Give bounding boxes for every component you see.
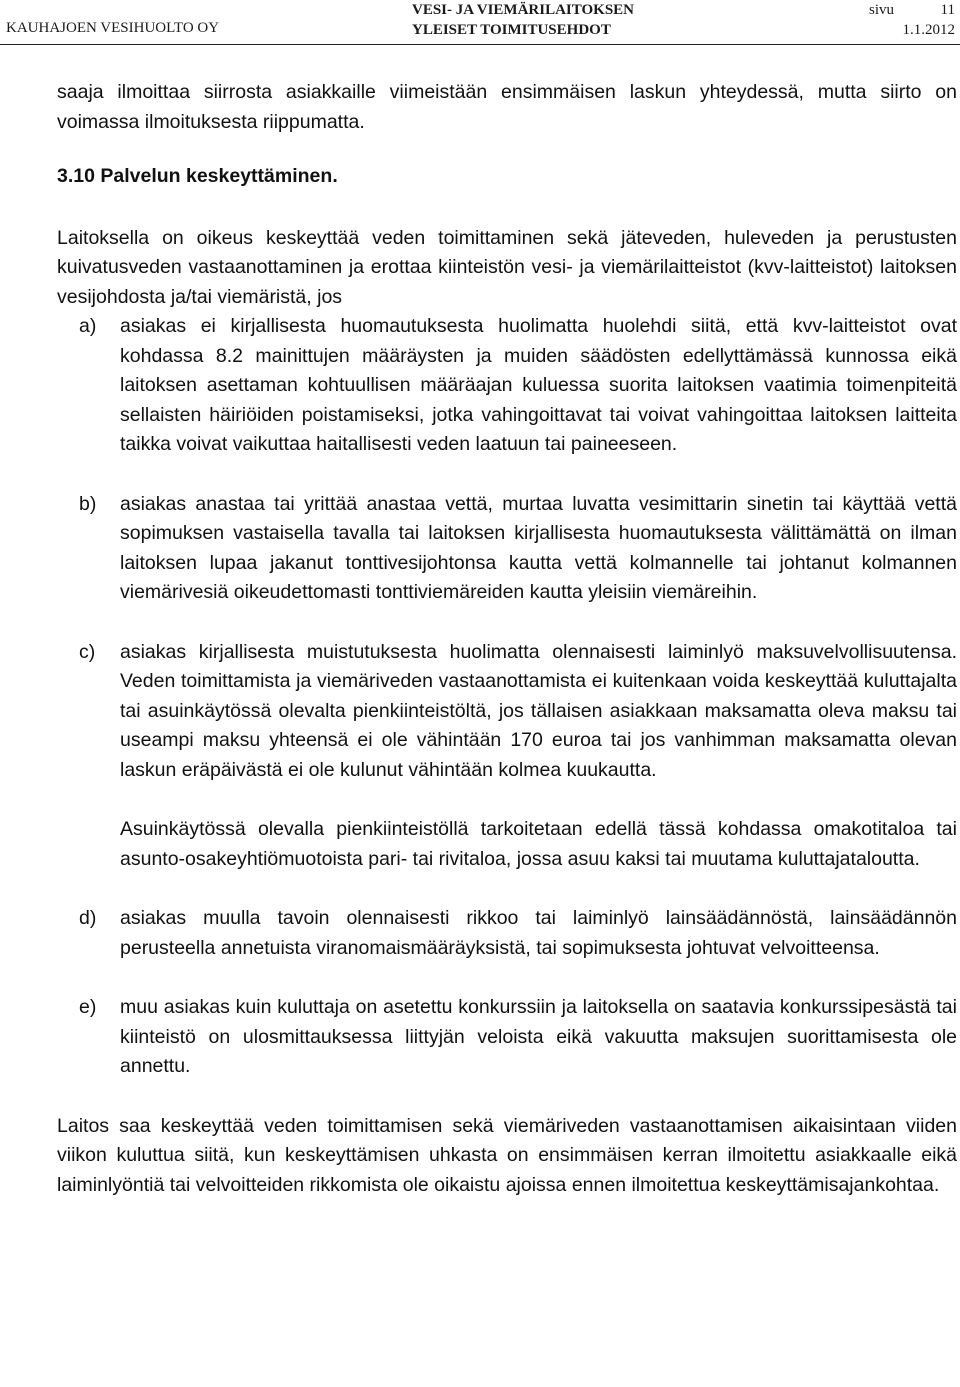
header-title-line1: VESI- JA VIEMÄRILAITOKSEN xyxy=(412,2,635,18)
list-item-label: d) xyxy=(79,907,97,929)
header-date: 1.1.2012 xyxy=(902,22,955,38)
section-number: 3.10 xyxy=(57,165,95,187)
list-item-text: muu asiakas kuin kuluttaja on asetettu konkurssiin ja laitoksella on saatavia konkurssipesästä tai kiinteistö on ulosmittauksessa liittyjän veloista eikä vakuutta maksujen suorittamisesta ole annettu. xyxy=(120,996,957,1077)
page-number: 11 xyxy=(940,2,955,18)
intro-paragraph: saaja ilmoittaa siirrosta asiakkaille viimeistään ensimmäisen laskun yhteydessä, mutta siirto on voimassa ilmoituksesta riippumatta. xyxy=(57,81,957,133)
section-heading xyxy=(57,162,957,192)
document-body xyxy=(57,78,957,1200)
list-item xyxy=(57,993,957,1082)
header-page-info xyxy=(869,0,955,40)
list-item xyxy=(57,904,957,963)
list-item xyxy=(57,490,957,608)
header-company: KAUHAJOEN VESIHUOLTO OY xyxy=(6,20,220,36)
closing-paragraph: Laitos saa keskeyttää veden toimittamisen sekä viemäriveden vastaanottamisen aikaisintaan viiden viikon kuluttua siitä, kun keskeyttämisen uhkasta on ensimmäisen kerran ilmoitettu asiakkaalle eikä laiminlyöntiä tai velvoitteiden rikkomista ole oikaistu ajoissa ennen ilmoitettua keskeyttämisajankohtaa. xyxy=(57,1114,957,1196)
list-item-text: asiakas kirjallisesta muistutuksesta huolimatta olennaisesti laiminlyö maksuvelvollisuutensa. Veden toimittamista ja viemäriveden vastaanottamista ei kuitenkaan voida keskeyttää kuluttajalta tai asuinkäytössä olevalta pienkiinteistöltä, jos tällaisen asiakkaan maksamatta oleva maksu tai useampi maksu yhteensä ei ole vähintään 170 euroa tai jos vanhimman maksamatta olevan laskun eräpäivästä ei ole kulunut vähintään kolmea kuukautta. xyxy=(120,640,957,781)
list-item-subparagraph: Asuinkäytössä olevalla pienkiinteistöllä tarkoitetaan edellä tässä kohdassa omakotitaloa tai asunto-osakeyhtiömuotoista pari- tai rivitaloa, jossa asuu kaksi tai muutama kuluttajataloutta. xyxy=(120,818,957,870)
header-title-line2: YLEISET TOIMITUSEHDOT xyxy=(412,22,611,38)
list-item xyxy=(57,312,957,460)
condition-list xyxy=(57,312,957,1082)
page-header xyxy=(0,0,960,44)
header-title xyxy=(412,0,634,40)
list-item-label: e) xyxy=(79,996,97,1018)
list-item xyxy=(57,638,957,875)
list-item-text: asiakas muulla tavoin olennaisesti rikkoo tai laiminlyö lainsäädännöstä, lainsäädännön perusteella annetuista viranomaismääräyksistä, tai sopimuksesta johtuvat velvoitteensa. xyxy=(120,907,957,959)
header-divider xyxy=(0,44,960,45)
list-item-text: asiakas anastaa tai yrittää anastaa vettä, murtaa luvatta vesimittarin sinetin tai käyttää vettä sopimuksen vastaisella tavalla tai laitoksen kirjallisesta huomautuksesta välittämättä on ilman laitoksen lupaa jakanut tonttivesijohtonsa kautta vettä kolmannelle tai johtanut kolmannen viemärivesiä oikeudettomasti tonttiviemäreiden kautta yleisiin viemäreihin. xyxy=(120,492,957,603)
list-item-label: c) xyxy=(79,640,96,663)
list-item-label: b) xyxy=(79,492,97,515)
list-item-label: a) xyxy=(79,315,97,337)
list-item-text: asiakas ei kirjallisesta huomautuksesta huolimatta huolehdi siitä, että kvv-laitteistot ovat kohdassa 8.2 mainittujen määräysten ja muiden säädösten edellyttämässä kunnossa eikä laitoksen asettaman kohtuullisen määräajan kuluessa suorita laitoksen vaatimia toimenpiteitä sellaisten häiriöiden poistamiseksi, jotka vahingoittavat tai voivat vahingoittaa laitoksen laitteita taikka voivat vaikuttaa haitallisesti veden laatuun tai paineeseen. xyxy=(120,315,957,455)
lead-paragraph: Laitoksella on oikeus keskeyttää veden toimittaminen sekä jäteveden, huleveden ja perustusten kuivatusveden vastaanottaminen ja erottaa kiinteistön vesi- ja viemärilaitteistot (kvv-laitteistot) laitoksen vesijohdosta ja/tai viemäristä, jos xyxy=(57,226,957,308)
section-title: Palvelun keskeyttäminen. xyxy=(100,165,338,187)
page-label: sivu xyxy=(869,2,895,18)
